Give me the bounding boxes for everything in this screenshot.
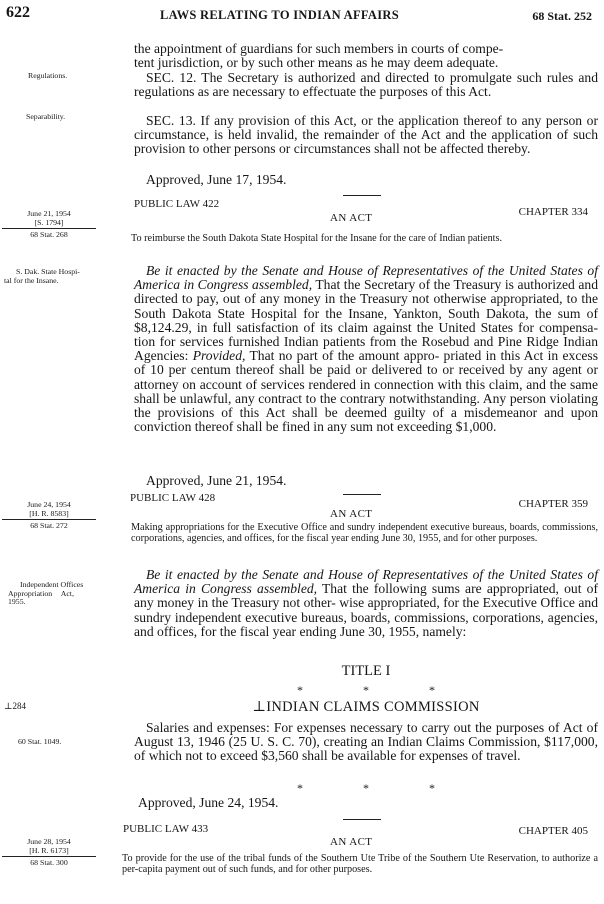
continuation-line-1: the appointment of guardians for such members in courts of compe- (134, 41, 504, 56)
law2-enacting-text (134, 568, 598, 639)
margin-rule (2, 519, 96, 520)
margin-note-independent-offices (8, 580, 84, 607)
law1-enacting-text (134, 264, 598, 434)
chapter-334: CHAPTER 334 (518, 206, 588, 218)
margin-rule (2, 856, 96, 857)
header-stat-reference: 68 Stat. 252 (532, 9, 592, 23)
law1-enacting-clause: Be it enacted by the Senate and House of Representatives of the United States of America in Congress assembled, (134, 263, 598, 293)
law2-summary: Making appropriations for the Executive Office and sundry independent executive bureaus, boards, commissions, corporations, agencies, and offices, for the fiscal year ending June 30, 1955, and for other purposes. (131, 522, 598, 544)
indian-claims-commission-heading: ⊥INDIAN CLAIMS COMMISSION (252, 699, 480, 715)
section-13: SEC. 13. If any provision of this Act, or the application thereof to any person or circumstance, is held invalid, the remainder of the Act and the application of such provision to other persons or circumstances shall not be affected thereby. (134, 113, 598, 157)
continuation-paragraph (134, 42, 598, 70)
law3-stat: 68 Stat. 300 (30, 858, 68, 867)
law2-subject-line-3: 1955. (8, 597, 26, 606)
margin-note-regulations: Regulations. (28, 71, 68, 80)
law2-subject-line-1: Independent Offices (20, 580, 84, 589)
running-title: LAWS RELATING TO INDIAN AFFAIRS (160, 8, 399, 22)
law1-text-b: That no part of the amount appro- priated in this Act in excess of 10 per centum thereof shall be paid or delivered to or received by any agent or attorney on account of services rendered in connection with this claim, and the same shall be unlawful, any contract to the contrary notwithstanding. Any person violating the provisions of this Act shall be deemed guilty of a misdemeanor and upon conviction thereof shall be fined in any sum not exceeding $1,000. (134, 348, 598, 435)
law2-stat: 68 Stat. 272 (30, 521, 68, 530)
law3-bill: [H. R. 6173] (29, 845, 69, 855)
law1-provided: Provided, (192, 348, 246, 364)
public-law-428: PUBLIC LAW 428 (130, 492, 216, 504)
margin-note-sd-hospital (4, 267, 80, 285)
margin-law3-date-block (2, 838, 96, 855)
margin-page-reference: ⊥284 (4, 701, 26, 711)
an-act-heading: AN ACT (330, 212, 373, 224)
law2-enacting-clause: Be it enacted by the Senate and House of Representatives of the United States of America in Congress assembled, (134, 567, 598, 597)
an-act-heading: AN ACT (330, 836, 373, 848)
title-i-heading: TITLE I (341, 663, 391, 679)
salaries-and-expenses: Salaries and expenses: For expenses necessary to carry out the purposes of Act of August 13, 1946 (25 U. S. C. 70), creating an Indian Claims Commission, $117,000, of which not to exceed $3,560 shall be available for expenses of travel. (134, 720, 598, 764)
law2-bill: [H. R. 8583] (29, 508, 69, 518)
law3-summary: To provide for the use of the tribal funds of the Southern Ute Tribe of the Southern Ute Reservation, to authorize a per-capita payment out of such funds, and for other purposes. (122, 853, 598, 875)
law3-date: June 28, 1954 (27, 837, 71, 846)
ellipsis-stars: * * * (297, 781, 435, 795)
law1-subject-line-2: tal for the Insane. (4, 275, 59, 285)
law1-date: June 21, 1954 (27, 209, 71, 218)
public-law-433: PUBLIC LAW 433 (123, 823, 209, 835)
law2-date: June 24, 1954 (27, 500, 71, 509)
section-divider (343, 195, 381, 196)
law2-subject-line-2: Appropriation Act, (8, 588, 74, 598)
law1-summary: To reimburse the South Dakota State Hospital for the Insane for the care of Indian patients. (131, 233, 503, 244)
chapter-405: CHAPTER 405 (518, 825, 588, 837)
chapter-359: CHAPTER 359 (518, 498, 588, 510)
an-act-heading: AN ACT (330, 508, 373, 520)
law1-bill: [S. 1794] (34, 217, 64, 227)
ellipsis-stars: * * * (297, 683, 435, 697)
section-12: SEC. 12. The Secretary is authorized and directed to promulgate such rules and regulations as are necessary to effectuate the purposes of this Act. (134, 70, 598, 100)
approved-june-17: Approved, June 17, 1954. (146, 172, 287, 187)
public-law-422: PUBLIC LAW 422 (134, 198, 220, 210)
margin-law2-date-block (2, 501, 96, 518)
approved-june-21: Approved, June 21, 1954. (146, 473, 287, 488)
margin-note-60-stat-1049: 60 Stat. 1049. (18, 737, 62, 746)
margin-law1-date-block (2, 210, 96, 227)
approved-june-24: Approved, June 24, 1954. (138, 795, 279, 810)
margin-rule (2, 228, 96, 229)
law1-text-a: That the Secretary of the Treasury is authorized and directed to pay, out of any money in the Treasury not otherwise appropriated, to the South Dakota State Hospital for the Insane, Yankton, South Dakota, the sum of $8,124.29, in full satisfaction of its claim against the United States for compensa- tion for services furnished Indian patients from the Rosebud and Pine Ridge Indian Agencies: (134, 277, 598, 364)
law1-subject-line-1: S. Dak. State Hospi- (16, 267, 80, 276)
law1-stat: 68 Stat. 268 (30, 230, 68, 239)
law2-text: That the following sums are appropriated, out of any money in the Treasury not other- wise appropriated, for the Executive Office and sundry independent executive bureaus, boards, commissions, corporations, agencies, and offices, for the fiscal year ending June 30, 1955, namely: (134, 581, 598, 639)
section-divider (343, 819, 381, 820)
section-divider (343, 494, 381, 495)
page-number: 622 (6, 4, 30, 21)
continuation-line-2: tent jurisdiction, or by such other means as he may deem adequate. (134, 55, 499, 71)
margin-note-separability: Separability. (26, 112, 66, 121)
